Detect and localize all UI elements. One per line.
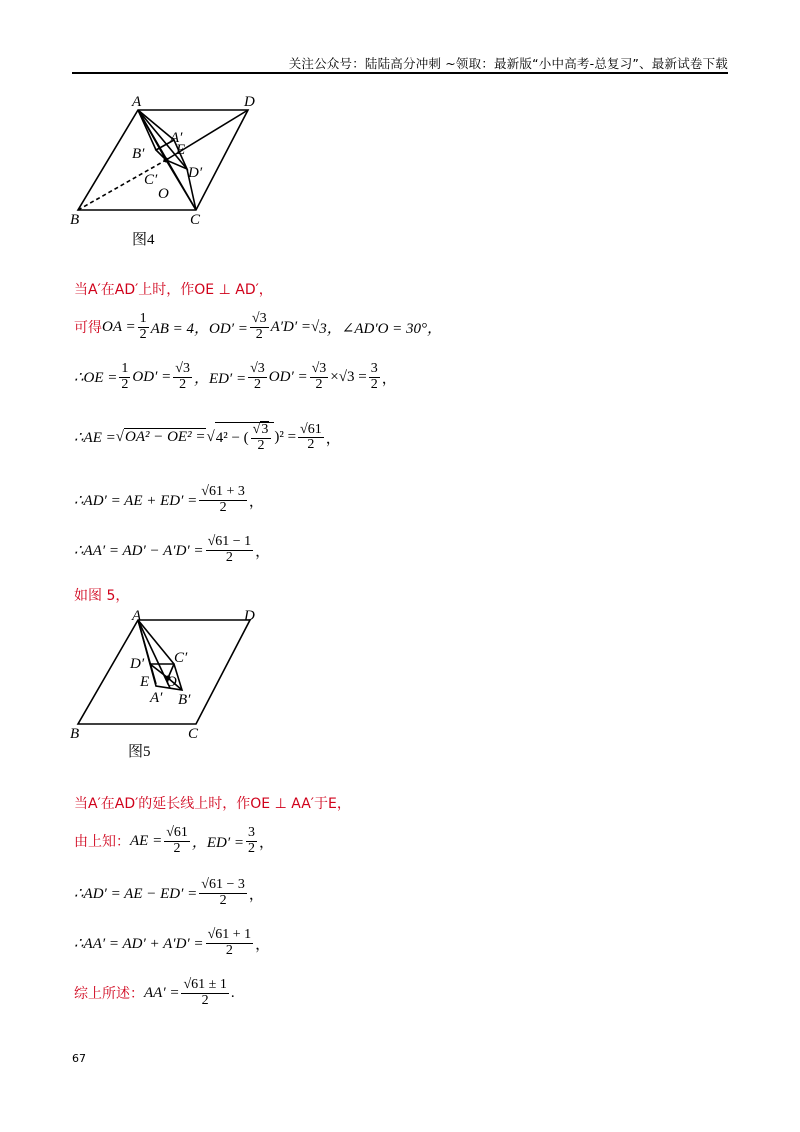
fig4-label-b1: B′ [132, 146, 145, 162]
fig4-label-d1: D′ [188, 165, 203, 181]
fig5-caption: 图5 [128, 744, 151, 760]
fig4-label-e: E [176, 142, 186, 158]
fig4-caption: 图4 [132, 232, 155, 248]
case2-line3: ∴AA′ = AD′ + A′D′ = $\frac{√61 + 1}{2}$ ， [74, 927, 271, 958]
case1-line1: 可得 OA = $\frac{1}{2}$ AB = 4，OD′ = $\frac{√3}{2}$ A′D′ = √ 3，∠AD′O = 30°， [74, 311, 443, 342]
fig5-label-c1: C′ [174, 650, 188, 666]
page-number: 67 [72, 1052, 86, 1065]
case1-line3: ∴AE = √ OA² − OE² = √ 4² − ( $\frac{√3}{2}$ )² = $\frac{√61}{2}$ ， [74, 421, 341, 453]
case2-intro: 当A′在AD′的延长线上时，作OE ⊥ AA′于E， [74, 796, 351, 812]
fig4-label-a1: A′ [170, 130, 183, 146]
fig4-label-b: B [70, 212, 80, 228]
fig5-label-a: A [132, 608, 142, 624]
figure-4 [70, 92, 300, 252]
fig4-label-a: A [132, 94, 142, 110]
fig4-label-d: D [244, 94, 255, 110]
fig4-label-o: O [158, 186, 169, 202]
case1-line4: ∴AD′ = AE + ED′ = $\frac{√61 + 3}{2}$ ， [74, 484, 264, 515]
case1-intro: 当A′在AD′上时，作OE ⊥ AD′， [74, 282, 273, 298]
case2-line1: 由上知： AE = $\frac{√61}{2}$ ，ED′ = $\frac{3}{2}$ ， [74, 825, 275, 856]
conclusion-line: 综上所述： AA′ = $\frac{√61 \pm 1}{2}$ . [74, 977, 235, 1008]
as-figure-5: 如图 5， [74, 588, 130, 604]
case2-line2: ∴AD′ = AE − ED′ = $\frac{√61 - 3}{2}$ ， [74, 877, 264, 908]
fig4-label-c: C [190, 212, 201, 228]
case1-line2: ∴OE = $\frac{1}{2}$ OD′ = $\frac{√3}{2}$ ，ED′ = $\frac{√3}{2}$ OD′ = $\frac{√3}{2}$ × √ 3 = $\frac{3}{2}$ ， [74, 361, 397, 392]
fig5-label-d: D [244, 608, 255, 624]
fig5-label-o: O [166, 674, 177, 690]
fig5-label-c: C [188, 726, 199, 742]
fig4-label-c1: C′ [144, 172, 158, 188]
figure-5 [70, 606, 270, 766]
fig5-label-e: E [140, 674, 150, 690]
fig5-label-d1: D′ [130, 656, 145, 672]
fig5-label-b1: B′ [178, 692, 191, 708]
page-header: 关注公众号：陆陆高分冲刺 ~领取：最新版“小中高考-总复习”、最新试卷下载 [288, 56, 728, 71]
fig5-label-a1: A′ [150, 690, 163, 706]
case1-line5: ∴AA′ = AD′ − A′D′ = $\frac{√61 - 1}{2}$ ， [74, 534, 271, 565]
header-rule [72, 72, 728, 74]
fig5-label-b: B [70, 726, 80, 742]
